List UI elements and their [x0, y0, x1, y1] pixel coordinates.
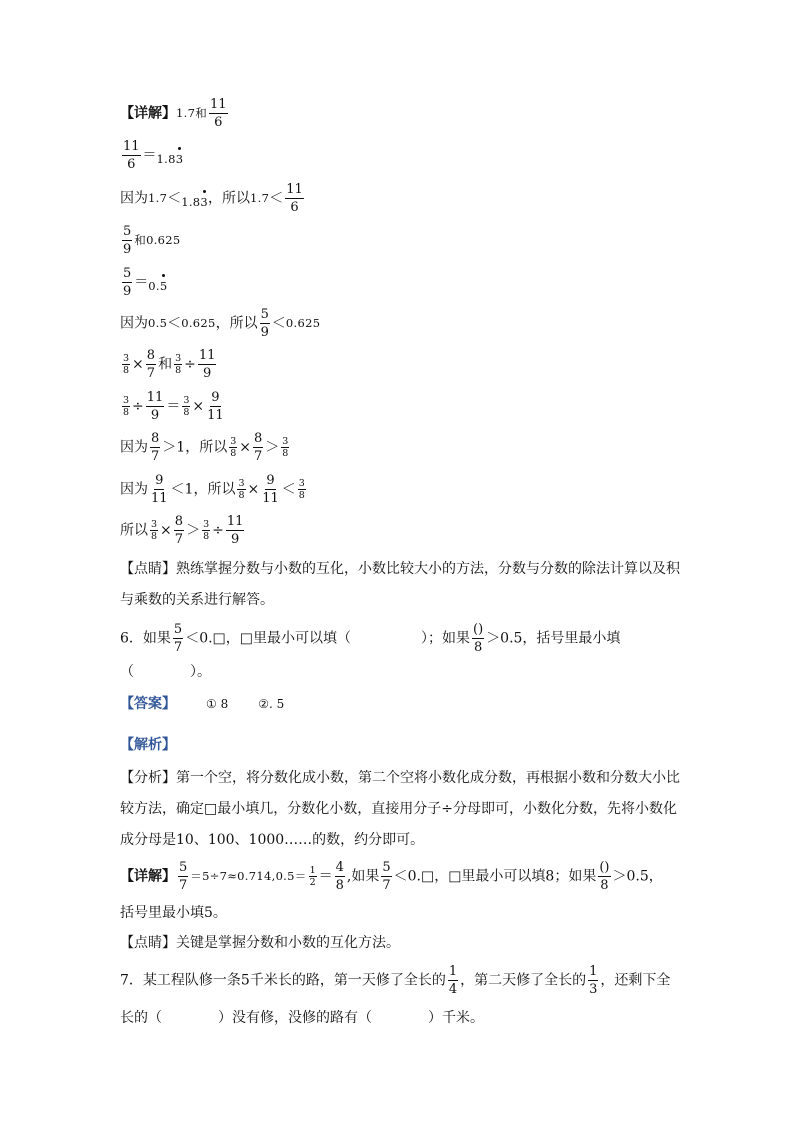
divide: ÷ [132, 398, 144, 415]
fraction-11-6 [209, 98, 228, 129]
text: 因为 [120, 481, 148, 498]
fraction-11-9 [198, 349, 217, 380]
denominator: 8 [203, 531, 210, 542]
fraction-3-8 [281, 437, 289, 459]
numerator: 1 [448, 964, 458, 979]
numerator: 1 [589, 964, 598, 979]
decimal-0-5 [148, 279, 167, 293]
analysis-line-2: 较方法，确定□最小填几，分数化小数，直接用分子÷分母即可，小数化分数，先将小数化 [120, 801, 677, 817]
detail-line-7 [120, 349, 218, 380]
numerator: 9 [155, 473, 164, 488]
fraction-9-11 [206, 391, 225, 422]
denominator: 11 [151, 491, 168, 506]
numerator: 5 [382, 860, 391, 875]
text: 和 [158, 356, 173, 373]
fraction-3-8 [122, 396, 130, 418]
numerator: 3 [282, 435, 289, 447]
question-6-line-2: （ ）。 [120, 664, 211, 680]
numerator: 5 [123, 266, 132, 281]
numerator: 9 [211, 390, 220, 405]
divide: ÷ [184, 356, 196, 373]
detail-6-line-2: 括号里最小填5。 [120, 905, 227, 921]
numerator: 1 [309, 864, 316, 876]
fraction-9-11 [261, 474, 280, 505]
denominator: 9 [202, 366, 212, 381]
fraction-3-8 [202, 520, 210, 542]
numerator: 9 [266, 473, 275, 488]
text: ＞0.5， [612, 868, 663, 885]
fraction-1-4 [448, 965, 458, 996]
repeating-digit: 3 [175, 151, 184, 166]
denominator: 7 [174, 532, 184, 547]
fraction-1-2 [309, 866, 317, 888]
fraction-3-8 [122, 354, 130, 376]
fraction-9-11 [150, 474, 169, 505]
denominator: 8 [183, 407, 190, 418]
detail-line-5 [120, 267, 167, 298]
fraction-8-7 [150, 432, 160, 463]
text: ＝5÷7≈0.714,0.5＝ [190, 868, 307, 883]
numerator: 8 [174, 514, 184, 529]
times: × [132, 356, 144, 373]
denominator: 11 [262, 491, 279, 506]
text: ,如果 [346, 868, 380, 885]
fraction-11-9 [226, 515, 245, 546]
fraction-8-7 [174, 515, 184, 546]
detail-line-6 [120, 308, 320, 339]
numerator: 5 [260, 307, 269, 322]
answer-label: 【答案】 [120, 696, 176, 712]
text: ＞1，所以 [162, 439, 228, 456]
denominator: 9 [230, 532, 240, 547]
value: 0.5 [148, 315, 168, 330]
detail-line-10 [120, 474, 308, 505]
denominator: 3 [589, 982, 598, 997]
text: 因为 [120, 190, 148, 207]
numerator: 3 [238, 477, 245, 489]
question-7-text: ，还剩下全 [600, 972, 671, 989]
less-than: ＜ [167, 315, 182, 332]
fraction-11-6 [285, 183, 304, 214]
times: × [192, 398, 205, 415]
numerator: () [473, 622, 484, 637]
fraction-3-8 [150, 520, 158, 542]
numerator: 11 [286, 182, 303, 197]
equals: ＝ [318, 868, 333, 885]
numerator: 3 [298, 477, 305, 489]
denominator: 7 [382, 878, 391, 893]
numerator: 3 [203, 518, 210, 530]
numerator: 5 [123, 224, 132, 239]
text: ，所以 [208, 190, 251, 207]
comment-2: 【点睛】关键是掌握分数和小数的互化方法。 [120, 935, 400, 951]
numerator: 3 [183, 394, 190, 406]
fraction-3-8 [298, 479, 306, 501]
denominator: 4 [448, 982, 458, 997]
detail-line-3 [120, 183, 306, 214]
analysis-heading-text: 【解析】 [120, 737, 176, 753]
text: ，所以 [215, 315, 258, 332]
denominator: 8 [335, 878, 344, 893]
fraction-5-7 [381, 861, 391, 892]
denominator: 11 [207, 408, 224, 423]
numerator: 3 [151, 518, 158, 530]
denominator: 9 [150, 408, 160, 423]
numerator: 3 [175, 352, 182, 364]
answer-1: ① 8 [206, 697, 229, 711]
numerator: 3 [123, 352, 130, 364]
denominator: 8 [298, 490, 305, 501]
detail-label: 【详解】 [120, 105, 176, 122]
value: 0.625 [181, 315, 216, 330]
question-7-prefix: 7．某工程队修一条5千米长的路，第一天修了全长的 [120, 972, 446, 989]
numerator: 8 [151, 431, 160, 446]
repeating-digit: 3 [200, 194, 209, 209]
denominator: 8 [230, 448, 237, 459]
denominator: 6 [127, 157, 136, 172]
less-than: ＜ [269, 190, 284, 207]
analysis-line-3: 成分母是10、100、1000……的数，约分即可。 [120, 832, 425, 848]
denominator: 7 [146, 366, 156, 381]
denominator: 9 [260, 325, 269, 340]
comment-line-2: 与乘数的关系进行解答。 [120, 592, 274, 608]
denominator: 7 [253, 449, 263, 464]
detail-line-11 [120, 515, 246, 546]
question-7-line-1 [120, 965, 670, 996]
fraction-5-9 [260, 308, 270, 339]
denominator: 8 [123, 365, 130, 376]
value: 1.7 [148, 190, 168, 205]
fraction-3-8 [174, 354, 182, 376]
greater-than: ＞ [265, 439, 280, 456]
decimal-part: 1.8 [181, 194, 201, 209]
denominator: 8 [175, 365, 182, 376]
equals: ＝ [166, 398, 181, 415]
greater-than: ＞ [186, 522, 201, 539]
denominator: 8 [151, 531, 158, 542]
answer-line [120, 697, 284, 711]
question-6-line-1 [120, 623, 620, 654]
times: × [160, 522, 172, 539]
denominator: 8 [282, 448, 289, 459]
fraction-3-8 [182, 396, 190, 418]
less-than: ＜ [281, 481, 296, 498]
numerator: () [599, 860, 610, 875]
fraction-blank-8 [472, 623, 484, 654]
fraction-5-9 [122, 267, 132, 298]
denominator: 7 [151, 449, 160, 464]
decimal-1-83 [157, 152, 184, 166]
times: × [239, 439, 251, 456]
detail-line-8 [120, 391, 227, 422]
detail-line-2 [120, 140, 183, 171]
text: 因为 [120, 439, 148, 456]
denominator: 6 [290, 200, 299, 215]
numerator: 3 [123, 394, 130, 406]
detail-line-4 [120, 225, 181, 256]
question-6-prefix: 6．如果 [120, 630, 171, 647]
equals: ＝ [134, 274, 149, 291]
value: 1.7 [250, 190, 270, 205]
divide: ÷ [212, 522, 224, 539]
fraction-1-3 [588, 965, 598, 996]
comment-line-1: 【点睛】熟练掌握分数与小数的互化，小数比较大小的方法，分数与分数的除法计算以及积 [120, 561, 680, 577]
text: ＜1，所以 [170, 481, 236, 498]
detail-line-1 [120, 98, 230, 129]
fraction-8-7 [253, 432, 263, 463]
detail-line-9 [120, 432, 291, 463]
decimal-1-83 [181, 195, 208, 209]
decimal-part: 1.8 [156, 151, 176, 166]
fraction-11-9 [146, 391, 165, 422]
text: 因为 [120, 315, 148, 332]
numerator: 4 [335, 860, 344, 875]
text: 所以 [120, 522, 148, 539]
text: 1.7和 [176, 105, 207, 120]
equals: ＝ [142, 147, 157, 164]
numerator: 11 [123, 139, 140, 154]
numerator: 11 [146, 390, 164, 405]
question-6-text: ＜0.□，□里最小可以填（ ）；如果 [185, 630, 471, 647]
fraction-8-7 [146, 349, 156, 380]
fraction-5-9 [122, 225, 132, 256]
denominator: 2 [309, 877, 316, 888]
text: ＜0.□，□里最小可以填8；如果 [393, 868, 597, 885]
less-than: ＜ [167, 190, 182, 207]
numerator: 11 [210, 97, 227, 112]
fraction-blank-8 [598, 861, 610, 892]
question-7-line-2: 长的（ ）没有修，没修的路有（ ）千米。 [120, 1010, 484, 1026]
denominator: 8 [238, 490, 245, 501]
denominator: 8 [473, 640, 483, 655]
decimal-part: 0. [148, 278, 160, 293]
numerator: 11 [198, 348, 216, 363]
text: 和0.625 [134, 232, 181, 247]
answer-2: ②. 5 [258, 697, 285, 711]
analysis-line-1: 【分析】第一个空，将分数化成小数，第二个空将小数化成分数，再根据小数和分数大小比 [120, 770, 680, 786]
repeating-digit: 5 [159, 278, 168, 293]
numerator: 11 [226, 514, 244, 529]
denominator: 9 [123, 242, 132, 257]
numerator: 5 [173, 622, 183, 637]
denominator: 8 [600, 878, 609, 893]
fraction-5-7 [178, 861, 188, 892]
denominator: 7 [173, 640, 183, 655]
fraction-11-6 [122, 140, 141, 171]
fraction-5-7 [173, 623, 183, 654]
fraction-4-8 [335, 861, 345, 892]
analysis-heading [120, 738, 176, 752]
denominator: 6 [214, 115, 223, 130]
detail-6-line-1 [120, 861, 663, 892]
value: 0.625 [285, 315, 321, 330]
denominator: 7 [179, 878, 188, 893]
question-6-text: ＞0.5，括号里最小填 [486, 630, 621, 647]
numerator: 5 [179, 860, 188, 875]
numerator: 8 [146, 348, 156, 363]
numerator: 8 [253, 431, 263, 446]
less-than: ＜ [271, 315, 286, 332]
fraction-3-8 [237, 479, 245, 501]
question-7-text: ，第二天修了全长的 [460, 972, 587, 989]
numerator: 3 [230, 435, 237, 447]
fraction-3-8 [229, 437, 237, 459]
detail-label: 【详解】 [120, 868, 176, 885]
times: × [247, 481, 260, 498]
denominator: 9 [123, 284, 132, 299]
denominator: 8 [123, 407, 130, 418]
